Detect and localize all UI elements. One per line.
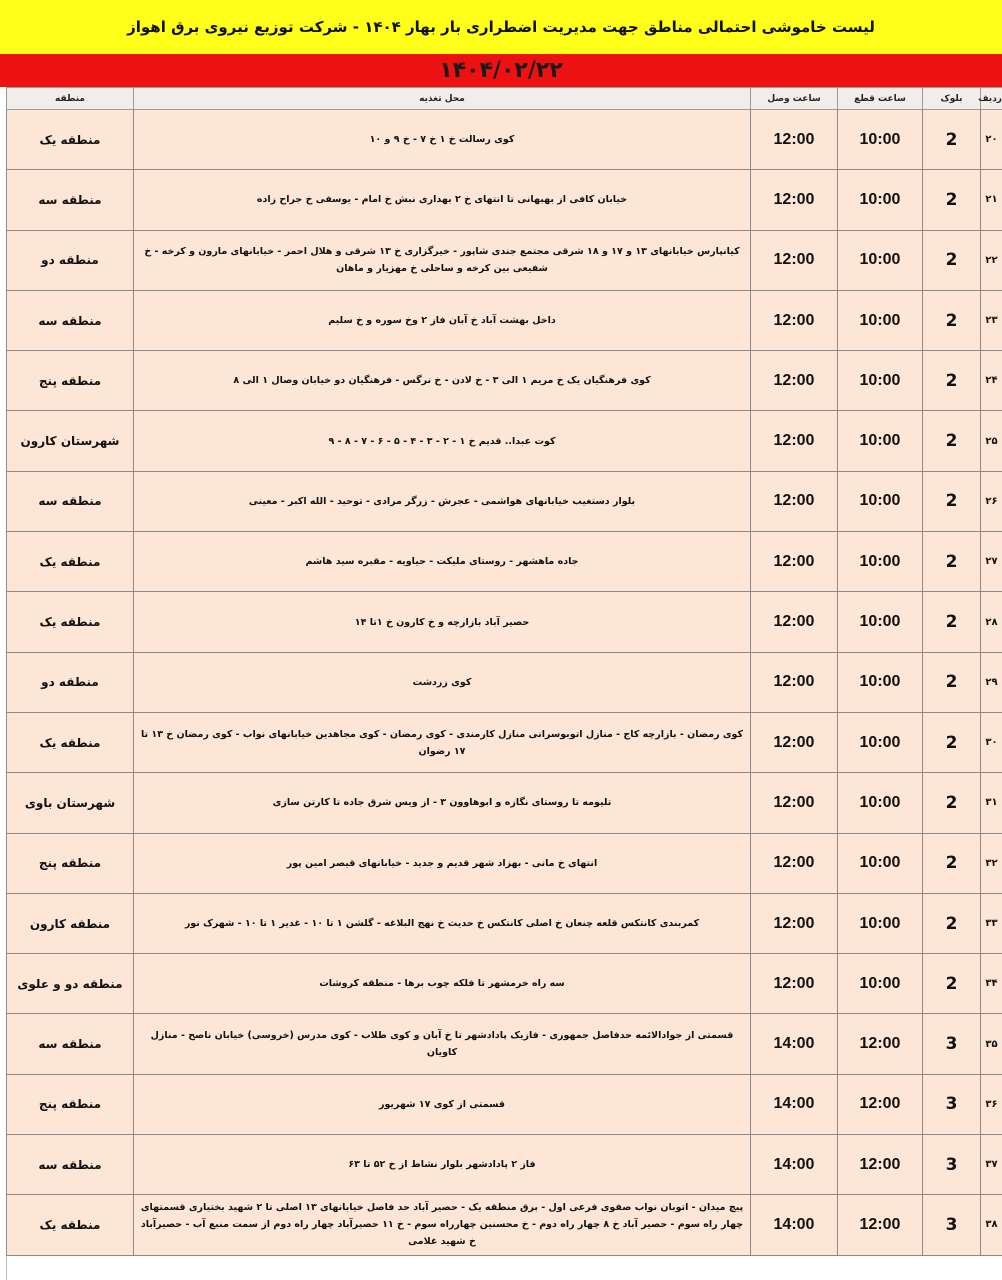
off-time: 10:00: [838, 592, 923, 652]
row-number: ۳۷: [981, 1135, 1002, 1195]
row-number: ۳۶: [981, 1074, 1002, 1134]
location-text: بلوار دستغیب خیابانهای هواشمی - عجرش - زرگر مرادی - توحید - الله اکبر - معینی: [134, 471, 751, 531]
row-number: ۳۱: [981, 773, 1002, 833]
header-block: بلوک: [923, 88, 981, 110]
block-number: 3: [923, 1074, 981, 1134]
zone-name: منطقه یک: [7, 110, 134, 170]
date-label: ۱۴۰۴/۰۲/۲۲: [439, 58, 563, 83]
location-text: قسمتی از کوی ۱۷ شهریور: [134, 1074, 751, 1134]
on-time: 12:00: [751, 712, 838, 772]
location-text: خیابان کافی از بهبهانی تا انتهای خ ۲ بهداری نبش خ امام - یوسفی خ جراح زاده: [134, 170, 751, 230]
off-time: 10:00: [838, 773, 923, 833]
row-number: ۲۸: [981, 592, 1002, 652]
row-number: ۳۳: [981, 893, 1002, 953]
block-number: 2: [923, 652, 981, 712]
table-row: [7, 954, 1002, 1014]
block-number: 2: [923, 712, 981, 772]
table-row: [7, 471, 1002, 531]
table-row: [7, 290, 1002, 350]
on-time: 12:00: [751, 230, 838, 290]
location-text: کوی زردشت: [134, 652, 751, 712]
on-time: 12:00: [751, 471, 838, 531]
off-time: 10:00: [838, 411, 923, 471]
table-row: [7, 1014, 1002, 1074]
row-number: ۲۷: [981, 532, 1002, 592]
zone-name: منطقه یک: [7, 532, 134, 592]
off-time: 10:00: [838, 893, 923, 953]
table-header-row: [7, 88, 1002, 110]
header-location: محل تغذیه: [134, 88, 751, 110]
off-time: 10:00: [838, 652, 923, 712]
on-time: 12:00: [751, 954, 838, 1014]
table-row: [7, 230, 1002, 290]
zone-name: منطقه سه: [7, 471, 134, 531]
zone-name: منطقه کارون: [7, 893, 134, 953]
on-time: 14:00: [751, 1135, 838, 1195]
block-number: 2: [923, 773, 981, 833]
on-time: 14:00: [751, 1014, 838, 1074]
zone-name: منطقه پنج: [7, 351, 134, 411]
off-time: 10:00: [838, 170, 923, 230]
block-number: 2: [923, 592, 981, 652]
zone-name: شهرستان کارون: [7, 411, 134, 471]
on-time: 12:00: [751, 411, 838, 471]
off-time: 12:00: [838, 1195, 923, 1255]
location-text: حصیر آباد بازارچه و خ کارون خ ۱تا ۱۴: [134, 592, 751, 652]
off-time: 12:00: [838, 1014, 923, 1074]
off-time: 10:00: [838, 471, 923, 531]
zone-name: منطقه دو: [7, 652, 134, 712]
block-number: 3: [923, 1014, 981, 1074]
block-number: 2: [923, 351, 981, 411]
zone-name: منطقه سه: [7, 1135, 134, 1195]
block-number: 2: [923, 471, 981, 531]
block-number: 2: [923, 230, 981, 290]
date-banner: [0, 54, 1002, 87]
location-text: کمربندی کانتکس قلعه چنعان خ اصلی کانتکس خ حدیث خ نهج البلاغه - گلشن ۱ تا ۱۰ - غدیر ۱ تا ۱۰ - شهرک نور: [134, 893, 751, 953]
header-zone: منطقه: [7, 88, 134, 110]
on-time: 12:00: [751, 773, 838, 833]
location-text: کوی فرهنگیان یک خ مریم ۱ الی ۳ - خ لادن - خ نرگس - فرهنگیان دو خیابان وصال ۱ الی ۸: [134, 351, 751, 411]
off-time: 10:00: [838, 532, 923, 592]
location-text: کوی رسالت خ ۱ خ ۷ - خ ۹ و ۱۰: [134, 110, 751, 170]
table-row: [7, 1135, 1002, 1195]
table-row: [7, 110, 1002, 170]
table-row: [7, 592, 1002, 652]
on-time: 12:00: [751, 110, 838, 170]
header-off-time: ساعت قطع: [838, 88, 923, 110]
zone-name: منطقه یک: [7, 1195, 134, 1255]
off-time: 10:00: [838, 110, 923, 170]
on-time: 14:00: [751, 1195, 838, 1255]
block-number: 2: [923, 170, 981, 230]
table-row: [7, 712, 1002, 772]
off-time: 10:00: [838, 290, 923, 350]
zone-name: منطقه پنج: [7, 1074, 134, 1134]
off-time: 10:00: [838, 833, 923, 893]
row-number: ۲۶: [981, 471, 1002, 531]
zone-name: منطقه یک: [7, 592, 134, 652]
location-text: قسمتی از جوادالائمه حدفاصل جمهوری - فازیک پادادشهر تا خ آبان و کوی طلاب - کوی مدرس (خروسی) خیابان ناصح - منازل کاویان: [134, 1014, 751, 1074]
row-number: ۲۴: [981, 351, 1002, 411]
on-time: 12:00: [751, 532, 838, 592]
off-time: 10:00: [838, 230, 923, 290]
on-time: 12:00: [751, 893, 838, 953]
table-row: [7, 893, 1002, 953]
row-number: ۲۵: [981, 411, 1002, 471]
table-row: [7, 773, 1002, 833]
on-time: 12:00: [751, 833, 838, 893]
zone-name: منطقه دو: [7, 230, 134, 290]
on-time: 14:00: [751, 1074, 838, 1134]
block-number: 2: [923, 110, 981, 170]
header-radif: ردیف: [981, 88, 1002, 110]
table-row: [7, 833, 1002, 893]
block-number: 2: [923, 893, 981, 953]
page-title: لیست خاموشی احتمالی مناطق جهت مدیریت اضطراری بار بهار ۱۴۰۴ - شرکت توزیع نیروی برق اهواز: [127, 18, 875, 36]
table-row: [7, 1074, 1002, 1134]
row-number: ۳۰: [981, 712, 1002, 772]
block-number: 2: [923, 532, 981, 592]
row-number: ۳۲: [981, 833, 1002, 893]
row-number: ۳۵: [981, 1014, 1002, 1074]
zone-name: منطقه یک: [7, 712, 134, 772]
off-time: 12:00: [838, 1074, 923, 1134]
outage-table: [6, 87, 1002, 1256]
table-row: [7, 411, 1002, 471]
location-text: کوی رمضان - بازارچه کاج - منازل اتوبوسرانی منازل کارمندی - کوی رمضان - کوی مجاهدین خیابانهای نواب - کوی رمضان خ ۱۳ تا ۱۷ رضوان: [134, 712, 751, 772]
title-banner: [0, 0, 1002, 55]
on-time: 12:00: [751, 290, 838, 350]
location-text: کوت عبدا.. قدیم خ ۱ - ۲ - ۳ - ۴ - ۵ - ۶ - ۷ - ۸ - ۹: [134, 411, 751, 471]
table-row: [7, 351, 1002, 411]
location-text: انتهای خ مانی - بهزاد شهر قدیم و جدید - خیابانهای قیصر امین پور: [134, 833, 751, 893]
block-number: 2: [923, 290, 981, 350]
zone-name: منطقه دو و علوی: [7, 954, 134, 1014]
table-row: [7, 1195, 1002, 1255]
block-number: 3: [923, 1135, 981, 1195]
location-text: تلیومه تا روستای نگازه و ابوهاوون ۳ - از ویس شرق جاده تا کارتن سازی: [134, 773, 751, 833]
row-number: ۲۲: [981, 230, 1002, 290]
location-text: پیچ میدان - اتوبان نواب صفوی فرعی اول - برق منطقه یک - حصیر آباد حد فاصل خیابانهای ۱۳ اصلی تا ۲ شهید بختیاری قسمتهای چهار راه سوم - حصیر آباد خ ۸ چهار راه دوم - خ محسنین چهارراه سوم - خ ۱۱ حصیرآباد چهار راه دوم از سمت منبع آب - حصیرآباد خ شهید غلامی: [134, 1195, 751, 1255]
on-time: 12:00: [751, 652, 838, 712]
location-text: سه راه خرمشهر تا فلکه چوب برها - منطقه کروشات: [134, 954, 751, 1014]
block-number: 2: [923, 833, 981, 893]
zone-name: منطقه سه: [7, 170, 134, 230]
off-time: 12:00: [838, 1135, 923, 1195]
block-number: 3: [923, 1195, 981, 1255]
zone-name: منطقه سه: [7, 290, 134, 350]
off-time: 10:00: [838, 712, 923, 772]
row-number: ۲۹: [981, 652, 1002, 712]
zone-name: منطقه سه: [7, 1014, 134, 1074]
zone-name: شهرستان باوی: [7, 773, 134, 833]
location-text: داخل بهشت آباد خ آبان فاز ۲ وخ سوره و خ سلیم: [134, 290, 751, 350]
on-time: 12:00: [751, 592, 838, 652]
off-time: 10:00: [838, 954, 923, 1014]
row-number: ۲۳: [981, 290, 1002, 350]
row-number: ۳۴: [981, 954, 1002, 1014]
location-text: جاده ماهشهر - روستای ملیکت - حیاویه - مقبره سید هاشم: [134, 532, 751, 592]
table-row: [7, 532, 1002, 592]
on-time: 12:00: [751, 170, 838, 230]
table-row: [7, 652, 1002, 712]
row-number: ۲۰: [981, 110, 1002, 170]
row-number: ۲۱: [981, 170, 1002, 230]
zone-name: منطقه پنج: [7, 833, 134, 893]
table-row: [7, 170, 1002, 230]
location-text: فاز ۲ پادادشهر بلوار نشاط از خ ۵۲ تا ۶۳: [134, 1135, 751, 1195]
row-number: ۳۸: [981, 1195, 1002, 1255]
header-on-time: ساعت وصل: [751, 88, 838, 110]
off-time: 10:00: [838, 351, 923, 411]
location-text: کیانپارس خیابانهای ۱۳ و ۱۷ و ۱۸ شرقی مجتمع جندی شاپور - خیرگزاری خ ۱۳ شرقی و هلال احمر - خیابانهای مارون و کرخه - خ شفیعی بین کرخه و ساحلی خ مهزیار و ماهان: [134, 230, 751, 290]
on-time: 12:00: [751, 351, 838, 411]
block-number: 2: [923, 954, 981, 1014]
block-number: 2: [923, 411, 981, 471]
